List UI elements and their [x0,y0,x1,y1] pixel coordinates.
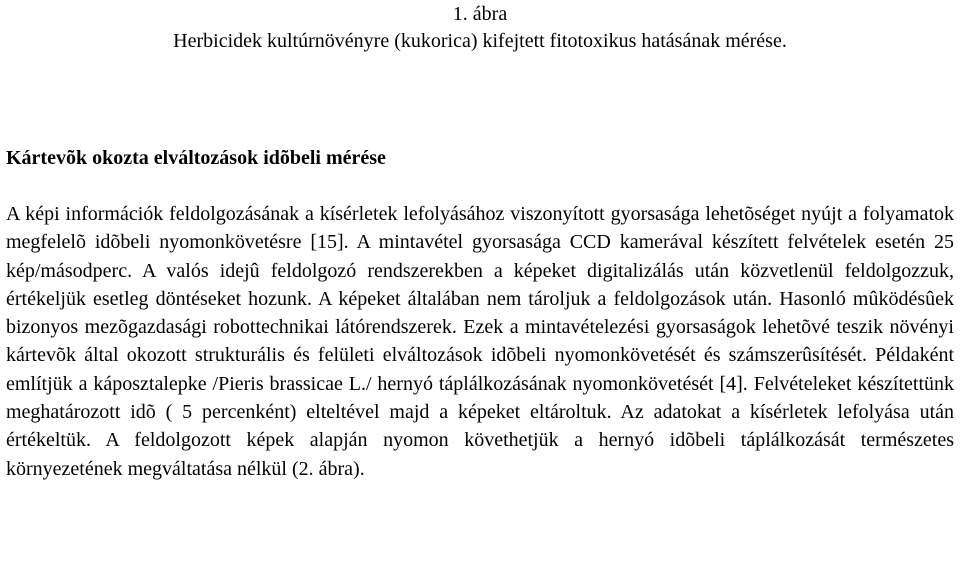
section-title: Kártevõk okozta elváltozások idõbeli mérése [6,147,386,169]
body-paragraph: A képi információk feldolgozásának a kísérletek lefolyásához viszonyított gyorsasága lehetõséget nyújt a folyamatok megfelelõ idõbeli nyomonkövetésre [15]. A mintavétel gyorsasága CCD kamerával készített felvételek esetén 25 kép/másodperc. A valós idejû feldolgozó rendszerekben a képeket digitalizálás után közvetlenül feldolgozzuk, értékeljük esetleg döntéseket hozunk. A képeket általában nem tároljuk a feldolgozások után. Hasonló mûködésûek bizonyos mezõgazdasági robottechnikai látórendszerek. Ezek a mintavételezési gyorsaságok lehetõvé teszik növényi kártevõk által okozott strukturális és felületi elváltozások idõbeli nyomonkövetését és számszerûsítését. Példaként említjük a káposztalepke /Pieris brassicae L./ hernyó táplálkozásának nyomonkövetését [4]. Felvételeket készítettünk meghatározott idõ ( 5 percenként) elteltével majd a képeket eltároltuk. Az adatokat a kísérletek lefolyása után értékeltük. A feldolgozott képek alapján nyomon követhetjük a hernyó idõbeli táplálkozását természetes környezetének megváltatása nélkül (2. ábra). [6,203,954,480]
figure-caption: Herbicidek kultúrnövényre (kukorica) kifejtett fitotoxikus hatásának mérése. [173,30,787,52]
figure-number: 1. ábra [452,3,508,25]
